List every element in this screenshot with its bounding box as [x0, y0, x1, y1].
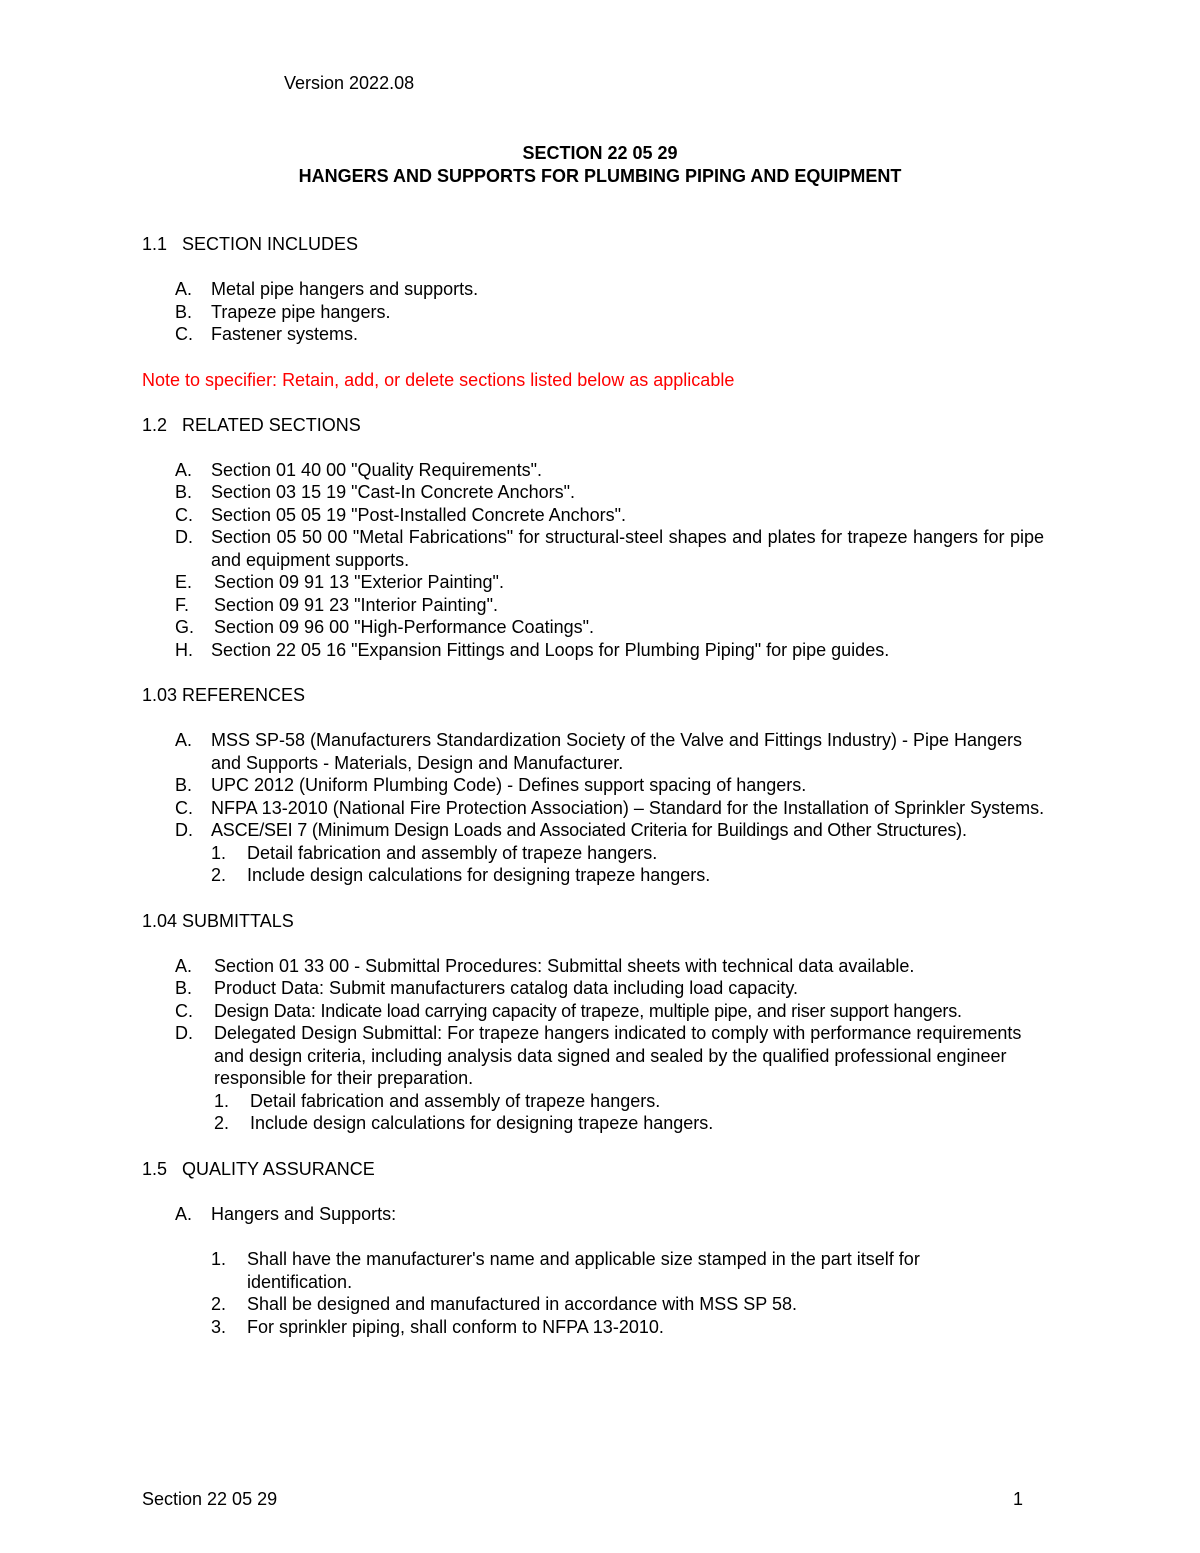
sub-list-marker: 2.: [211, 1294, 227, 1314]
heading-section-includes: 1.1 SECTION INCLUDES: [142, 234, 359, 254]
list-text: Design Data: Indicate load carrying capacity of trapeze, multiple pipe, and riser support hangers.: [214, 1000, 962, 1021]
list-text: ASCE/SEI 7 (Minimum Design Loads and Associated Criteria for Buildings and Other Structures).: [211, 820, 967, 840]
heading-quality-assurance: 1.5 QUALITY ASSURANCE: [142, 1158, 375, 1179]
heading-submittals: 1.04 SUBMITTALS: [142, 910, 294, 931]
sub-list-item: [142, 842, 1052, 865]
heading-related-sections: 1.2 RELATED SECTIONS: [142, 414, 361, 435]
list-text: Trapeze pipe hangers.: [211, 301, 391, 322]
list-marker: A.: [175, 1203, 193, 1224]
list-item: [142, 1000, 1052, 1023]
list-marker: G.: [175, 617, 195, 637]
sub-list-item: [142, 1293, 1052, 1316]
list-item: [142, 977, 1052, 1000]
version-label: Version 2022.08: [284, 73, 415, 93]
list-item: [142, 1203, 1052, 1226]
sub-list-text: Detail fabrication and assembly of trapeze hangers.: [247, 842, 658, 863]
sub-list-marker: 1.: [211, 842, 227, 863]
list-item: [142, 278, 1052, 301]
sub-list-text: Detail fabrication and assembly of trapeze hangers.: [250, 1090, 661, 1111]
list-text: NFPA 13-2010 (National Fire Protection Association) – Standard for the Installation of Sprinkler Systems.: [211, 797, 1045, 818]
list-text: Metal pipe hangers and supports.: [211, 279, 479, 299]
list-item: [142, 1022, 1030, 1090]
list-text: Section 09 91 23 "Interior Painting".: [214, 594, 498, 615]
list-marker: C.: [175, 797, 193, 818]
list-text: UPC 2012 (Uniform Plumbing Code) - Defines support spacing of hangers.: [211, 775, 807, 795]
list-marker: D.: [175, 820, 193, 840]
list-item: [142, 323, 1052, 346]
sub-list-marker: 2.: [214, 1113, 230, 1133]
list-text: Section 22 05 16 "Expansion Fittings and Loops for Plumbing Piping" for pipe guides.: [211, 639, 890, 660]
sub-list-text: Shall be designed and manufactured in accordance with MSS SP 58.: [247, 1294, 798, 1314]
sub-list-item: [142, 1112, 1052, 1135]
list-item: [142, 797, 1070, 820]
list-marker: D.: [175, 527, 193, 547]
document-body: [142, 233, 1052, 1338]
list-item: [142, 955, 1052, 978]
list-text: Section 05 50 00 "Metal Fabrications" for structural-steel shapes and plates for trapeze hangers for pipe and equipment supports.: [211, 527, 1044, 570]
section-name-title: HANGERS AND SUPPORTS FOR PLUMBING PIPING AND EQUIPMENT: [298, 166, 902, 186]
sub-list-marker: 3.: [211, 1316, 227, 1337]
list-item: [142, 639, 1052, 662]
list-marker: A.: [175, 955, 193, 976]
list-text: Hangers and Supports:: [211, 1203, 397, 1224]
list-text: MSS SP-58 (Manufacturers Standardization Society of the Valve and Fittings Industry) - Pipe Hangers and Supports - Materials, Design and Manufacturer.: [211, 730, 1023, 773]
list-text: Section 05 05 19 "Post-Installed Concrete Anchors".: [211, 504, 627, 525]
list-marker: A.: [175, 459, 193, 480]
list-marker: D.: [175, 1023, 193, 1043]
sub-list-text: Include design calculations for designing trapeze hangers.: [247, 865, 711, 885]
list-item: [142, 301, 1052, 324]
list-item: [142, 729, 1044, 774]
list-marker: H.: [175, 639, 193, 660]
sub-list-marker: 1.: [211, 1249, 227, 1269]
list-marker: F.: [175, 594, 190, 615]
list-marker: B.: [175, 301, 193, 322]
sub-list-marker: 2.: [211, 865, 227, 885]
list-item: [142, 481, 1052, 504]
heading-references: 1.03 REFERENCES: [142, 685, 306, 705]
section-number-title: SECTION 22 05 29: [522, 143, 678, 163]
list-item: [142, 459, 1052, 482]
list-text: Section 03 15 19 "Cast-In Concrete Anchors".: [211, 482, 575, 502]
list-item: [142, 819, 1052, 842]
footer-section-label: Section 22 05 29: [142, 1489, 278, 1509]
list-marker: C.: [175, 324, 193, 344]
list-marker: B.: [175, 482, 193, 502]
list-text: Section 01 33 00 - Submittal Procedures: Submittal sheets with technical data available.: [214, 955, 915, 976]
list-text: Product Data: Submit manufacturers catalog data including load capacity.: [214, 978, 798, 998]
list-marker: C.: [175, 504, 193, 525]
specifier-note: Note to specifier: Retain, add, or delete sections listed below as applicable: [142, 369, 735, 390]
list-text: Section 09 91 13 "Exterior Painting".: [214, 572, 504, 592]
sub-list-text: Include design calculations for designing trapeze hangers.: [250, 1113, 714, 1133]
list-item: [142, 616, 1052, 639]
list-marker: C.: [175, 1000, 193, 1021]
sub-list-item: [142, 1248, 991, 1293]
list-marker: B.: [175, 775, 193, 795]
sub-list-marker: 1.: [214, 1090, 230, 1111]
sub-list-text: Shall have the manufacturer's name and applicable size stamped in the part itself for identification.: [247, 1249, 920, 1292]
sub-list-item: [142, 1316, 1052, 1339]
footer-page-number: 1: [1013, 1489, 1024, 1509]
list-item: [142, 526, 1044, 571]
list-item: [142, 774, 1052, 797]
list-marker: E.: [175, 572, 193, 592]
list-marker: A.: [175, 279, 193, 299]
list-marker: B.: [175, 978, 193, 998]
list-item: [142, 504, 1052, 527]
list-text: Delegated Design Submittal: For trapeze hangers indicated to comply with performance requirements and design criteria, including analysis data signed and sealed by the qualified professional engineer responsible for their preparation.: [214, 1023, 1022, 1088]
sub-list-item: [142, 864, 1052, 887]
sub-list-text: For sprinkler piping, shall conform to NFPA 13-2010.: [247, 1316, 664, 1337]
list-text: Fastener systems.: [211, 324, 359, 344]
list-marker: A.: [175, 730, 193, 750]
list-text: Section 09 96 00 "High-Performance Coatings".: [214, 617, 594, 637]
list-item: [142, 594, 1052, 617]
sub-list-item: [142, 1090, 1052, 1113]
list-text: Section 01 40 00 "Quality Requirements".: [211, 459, 542, 480]
list-item: [142, 571, 1052, 594]
